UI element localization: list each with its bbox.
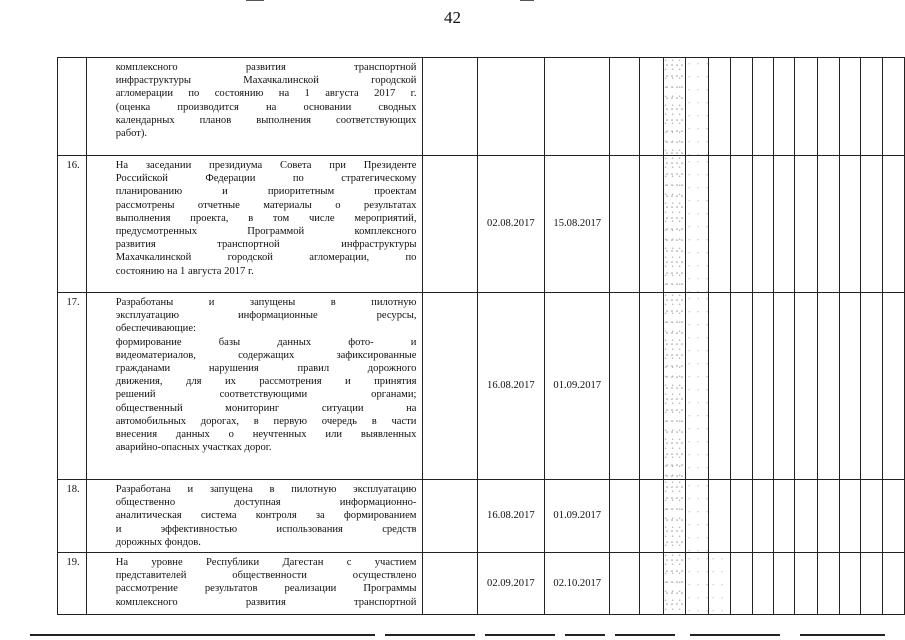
description-line: планированию и приоритетным проектам — [115, 186, 417, 198]
empty-cell — [795, 480, 817, 553]
table-row — [58, 480, 905, 553]
empty-cell — [882, 293, 904, 480]
description-line: календарных планов выполнения соответствующих — [115, 114, 417, 126]
end-date — [545, 58, 610, 156]
top-edge-mark — [246, 0, 264, 1]
empty-cell — [685, 480, 708, 553]
description-line: выполнения проекта, в том числе мероприятий, — [115, 212, 417, 224]
empty-cell — [882, 553, 904, 615]
empty-cell — [730, 553, 752, 615]
empty-cell — [795, 553, 817, 615]
empty-cell — [663, 480, 685, 553]
description-line: и эффективностью использования средств — [115, 523, 417, 535]
description-line: аварийно-опасных участках дорог. — [115, 442, 272, 454]
empty-cell — [709, 58, 730, 156]
empty-cell — [685, 58, 708, 156]
empty-cell — [817, 480, 839, 553]
row-description — [86, 553, 423, 615]
row-number: 16. — [58, 156, 87, 293]
empty-cell — [709, 480, 730, 553]
empty-cell — [752, 293, 773, 480]
empty-cell — [709, 553, 730, 615]
description-line: формирование базы данных фото- и — [115, 336, 417, 348]
description-line: комплексного развития транспортной — [115, 596, 417, 608]
empty-cell — [709, 156, 730, 293]
description-line: движения, для их рассмотрения и принятия — [115, 376, 417, 388]
description-line: состоянию на 1 августа 2017 г. — [115, 265, 254, 277]
empty-cell — [861, 480, 882, 553]
description-line: Российской Федерации по стратегическому — [115, 173, 417, 185]
empty-cell — [861, 293, 882, 480]
row-description — [86, 156, 423, 293]
empty-cell — [774, 480, 795, 553]
empty-cell — [882, 58, 904, 156]
empty-cell — [817, 553, 839, 615]
description-line: решений соответствующими органами; — [115, 389, 417, 401]
empty-cell — [882, 480, 904, 553]
description-line: Разработана и запущена в пилотную эксплуатацию — [115, 484, 417, 495]
empty-cell — [663, 293, 685, 480]
description-line: На заседании президиума Совета при Президенте — [115, 160, 417, 171]
empty-cell — [663, 156, 685, 293]
empty-cell — [423, 58, 477, 156]
bottom-rule — [690, 634, 780, 636]
empty-cell — [752, 156, 773, 293]
empty-cell — [882, 156, 904, 293]
row-description — [86, 293, 423, 480]
schedule-table — [57, 57, 905, 615]
empty-cell — [423, 480, 477, 553]
empty-cell — [861, 58, 882, 156]
empty-cell — [730, 58, 752, 156]
description-line: эксплуатацию информационные ресурсы, — [115, 310, 417, 322]
empty-cell — [423, 293, 477, 480]
description-line: рассмотрение результатов реализации Программы — [115, 583, 417, 595]
description-line: рассмотрены отчетные материалы о результатах — [115, 199, 417, 211]
empty-cell — [752, 553, 773, 615]
empty-cell — [730, 156, 752, 293]
empty-cell — [423, 156, 477, 293]
end-date: 15.08.2017 — [545, 156, 610, 293]
empty-cell — [861, 156, 882, 293]
row-number: 17. — [58, 293, 87, 480]
empty-cell — [639, 480, 663, 553]
table-row — [58, 553, 905, 615]
empty-cell — [730, 480, 752, 553]
empty-cell — [730, 293, 752, 480]
bottom-rule — [485, 634, 555, 636]
empty-cell — [774, 293, 795, 480]
empty-cell — [663, 553, 685, 615]
description-line: На уровне Республики Дагестан с участием — [115, 557, 417, 569]
description-line: Разработаны и запущены в пилотную — [115, 297, 417, 308]
top-edge-mark — [520, 0, 534, 1]
start-date: 02.09.2017 — [477, 553, 544, 615]
table-row — [58, 58, 905, 156]
description-line: Махачкалинской городской агломерации, по — [115, 252, 417, 264]
description-line: представителей общественности осуществлено — [115, 570, 417, 582]
empty-cell — [610, 480, 639, 553]
page-number: 42 — [444, 8, 461, 27]
empty-cell — [795, 58, 817, 156]
empty-cell — [639, 58, 663, 156]
empty-cell — [610, 553, 639, 615]
end-date: 02.10.2017 — [545, 553, 610, 615]
empty-cell — [774, 156, 795, 293]
description-line: работ). — [115, 128, 148, 140]
empty-cell — [709, 293, 730, 480]
empty-cell — [839, 480, 860, 553]
empty-cell — [817, 293, 839, 480]
end-date: 01.09.2017 — [545, 293, 610, 480]
row-description — [86, 58, 423, 156]
bottom-rule — [615, 634, 675, 636]
empty-cell — [817, 58, 839, 156]
description-line: агломерации по состоянию на 1 августа 2017 г. — [115, 88, 417, 100]
row-number: 18. — [58, 480, 87, 553]
empty-cell — [685, 156, 708, 293]
row-number: 19. — [58, 553, 87, 615]
description-line: видеоматериалов, содержащих зафиксированные — [115, 349, 417, 361]
description-line: аналитическая система контроля за формированием — [115, 510, 417, 522]
empty-cell — [774, 553, 795, 615]
empty-cell — [639, 553, 663, 615]
empty-cell — [423, 553, 477, 615]
empty-cell — [839, 156, 860, 293]
description-line: общественный мониторинг ситуации на — [115, 402, 417, 414]
description-line: предусмотренных Программой комплексного — [115, 226, 417, 238]
bottom-rule — [385, 634, 475, 636]
empty-cell — [795, 156, 817, 293]
description-line: обеспечивающие: — [115, 323, 196, 335]
start-date: 16.08.2017 — [477, 293, 544, 480]
bottom-rule — [565, 634, 605, 636]
empty-cell — [639, 293, 663, 480]
start-date: 16.08.2017 — [477, 480, 544, 553]
empty-cell — [839, 293, 860, 480]
empty-cell — [839, 553, 860, 615]
empty-cell — [610, 58, 639, 156]
empty-cell — [817, 156, 839, 293]
table-row — [58, 293, 905, 480]
description-line: инфраструктуры Махачкалинской городской — [115, 75, 417, 87]
start-date — [477, 58, 544, 156]
description-line: дорожных фондов. — [115, 536, 201, 548]
bottom-rule — [800, 634, 885, 636]
description-line: комплексного развития транспортной — [115, 62, 417, 73]
empty-cell — [610, 156, 639, 293]
empty-cell — [663, 58, 685, 156]
empty-cell — [795, 293, 817, 480]
row-description — [86, 480, 423, 553]
empty-cell — [685, 293, 708, 480]
empty-cell — [639, 156, 663, 293]
description-line: гражданами нарушения правил дорожного — [115, 363, 417, 375]
empty-cell — [752, 58, 773, 156]
end-date: 01.09.2017 — [545, 480, 610, 553]
start-date: 02.08.2017 — [477, 156, 544, 293]
description-line: (оценка производится на основании сводных — [115, 101, 417, 113]
description-line: автомобильных дорогах, в первую очередь в части — [115, 415, 417, 427]
description-line: общественно доступная информационно- — [115, 497, 417, 509]
table-row — [58, 156, 905, 293]
empty-cell — [752, 480, 773, 553]
row-number — [58, 58, 87, 156]
empty-cell — [861, 553, 882, 615]
empty-cell — [685, 553, 708, 615]
description-line: развития транспортной инфраструктуры — [115, 239, 417, 251]
empty-cell — [610, 293, 639, 480]
empty-cell — [774, 58, 795, 156]
bottom-rule — [30, 634, 375, 636]
description-line: внесения данных о неучтенных или выявленных — [115, 429, 417, 441]
empty-cell — [839, 58, 860, 156]
